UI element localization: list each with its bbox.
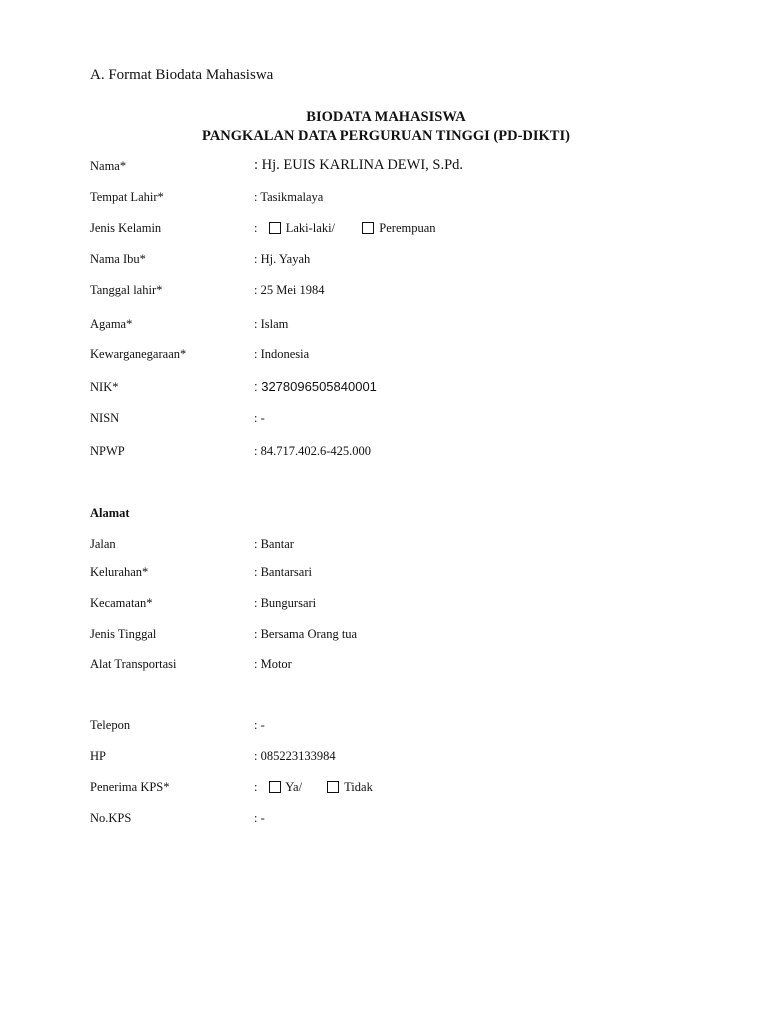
field-label: Jalan	[90, 537, 116, 551]
field-value: : Bersama Orang tua	[254, 627, 358, 641]
field-value: : 25 Mei 1984	[254, 283, 325, 297]
document-title: BIODATA MAHASISWA	[306, 109, 466, 125]
option-perempuan: Perempuan	[379, 221, 436, 235]
field-label: NPWP	[90, 444, 125, 458]
field-options	[254, 780, 373, 795]
field-label: Nama Ibu*	[90, 252, 146, 266]
field-label: Kecamatan*	[90, 596, 153, 610]
field-value: : -	[254, 411, 265, 425]
field-label: Jenis Kelamin	[90, 221, 162, 235]
field-label: Kewarganegaraan*	[90, 347, 187, 361]
field-label: Nama*	[90, 159, 127, 173]
field-label: Jenis Tinggal	[90, 627, 157, 641]
field-value: : Hj. EUIS KARLINA DEWI, S.Pd.	[254, 157, 464, 173]
field-options	[254, 221, 436, 236]
field-label: Tanggal lahir*	[90, 283, 163, 297]
field-label: Alat Transportasi	[90, 657, 177, 671]
field-value: : Bungursari	[254, 596, 317, 610]
field-label: Kelurahan*	[90, 565, 149, 579]
checkbox-tidak[interactable]	[327, 781, 339, 793]
field-label: NISN	[90, 411, 120, 425]
field-value: : 3278096505840001	[254, 379, 377, 394]
field-value: : -	[254, 718, 265, 732]
field-label: Penerima KPS*	[90, 780, 170, 794]
field-value: : Bantarsari	[254, 565, 312, 579]
option-laki-laki: Laki-laki/	[285, 221, 336, 235]
checkbox-ya[interactable]	[269, 781, 281, 793]
field-value: : Islam	[254, 317, 289, 331]
field-value: : Bantar	[254, 537, 294, 551]
checkbox-laki-laki[interactable]	[269, 222, 281, 234]
field-value: : Hj. Yayah	[254, 252, 311, 266]
field-value: : Tasikmalaya	[254, 190, 324, 204]
field-label: No.KPS	[90, 811, 132, 825]
option-ya: Ya/	[285, 780, 303, 794]
field-value: : 84.717.402.6-425.000	[254, 444, 372, 458]
colon: :	[254, 221, 258, 235]
field-label: NIK*	[90, 380, 119, 394]
section-heading: A. Format Biodata Mahasiswa	[90, 67, 274, 83]
alamat-heading: Alamat	[90, 506, 130, 520]
colon: :	[254, 780, 258, 794]
field-value: : Motor	[254, 657, 292, 671]
field-label: Agama*	[90, 317, 133, 331]
option-tidak: Tidak	[344, 780, 373, 794]
field-value: : 085223133984	[254, 749, 336, 763]
field-label: Tempat Lahir*	[90, 190, 164, 204]
document-subtitle: PANGKALAN DATA PERGURUAN TINGGI (PD-DIKTI)	[202, 128, 570, 144]
field-value: : -	[254, 811, 265, 825]
checkbox-perempuan[interactable]	[362, 222, 374, 234]
field-label: Telepon	[90, 718, 131, 732]
field-label: HP	[90, 749, 106, 763]
field-value: : Indonesia	[254, 347, 310, 361]
